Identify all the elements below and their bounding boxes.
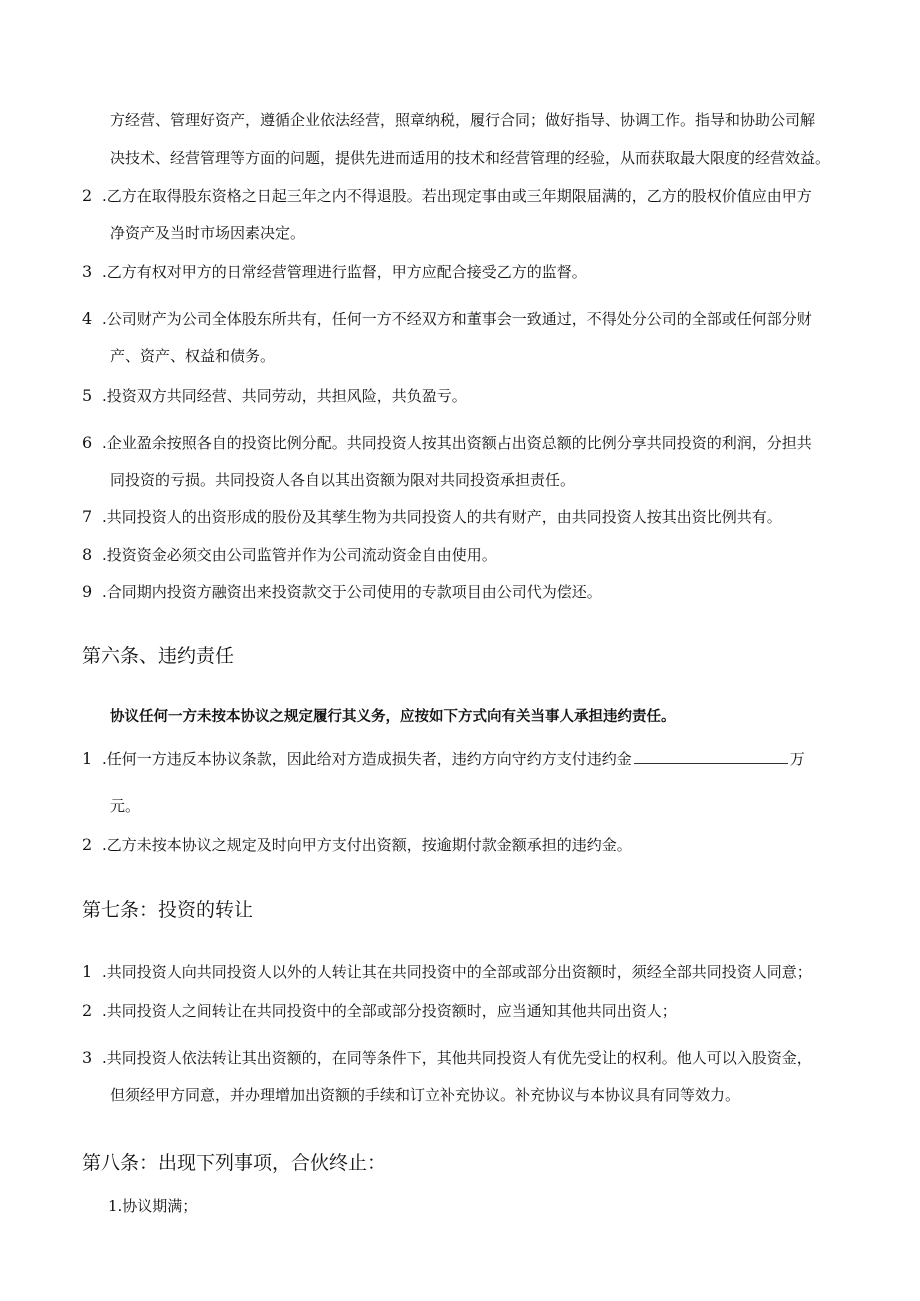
article5-item4-number: 4 xyxy=(82,309,93,328)
article5-item9-line1: .合同期内投资方融资出来投资款交于公司使用的专款项目由公司代为偿还。 xyxy=(102,583,602,601)
article6-item1-unit: 万 xyxy=(789,750,805,768)
article6-item2-line1: .乙方未按本协议之规定及时向甲方支付出资额，按逾期付款金额承担的违约金。 xyxy=(102,836,632,854)
article5-item2-number: 2 xyxy=(82,186,93,205)
article5-item1-cont-line2: 决技术、经营管理等方面的问题，提供先进而适用的技术和经营管理的经验，从而获取最大限度的经营效益。 xyxy=(110,149,831,167)
article5-item7-number: 7 xyxy=(82,507,93,526)
article6-heading: 第六条、违约责任 xyxy=(82,645,235,667)
article8-item1: 1.协议期满； xyxy=(108,1197,198,1215)
article5-item8-number: 8 xyxy=(82,545,93,564)
article5-item4-line2: 产、资产、权益和债务。 xyxy=(110,347,276,365)
article8-heading: 第八条：出现下列事项，合伙终止： xyxy=(82,1152,387,1174)
article5-item6-line2: 同投资的亏损。共同投资人各自以其出资额为限对共同投资承担责任。 xyxy=(110,471,576,489)
article5-item5-line1: .投资双方共同经营、共同劳动，共担风险，共负盈亏。 xyxy=(102,387,467,405)
penalty-amount-blank xyxy=(634,749,788,764)
article6-item1-line2: 元。 xyxy=(110,797,141,815)
article5-item1-cont-line1: 方经营、管理好资产，遵循企业依法经营，照章纳税，履行合同；做好指导、协调工作。指导和协助公司解 xyxy=(110,111,816,129)
article7-item3-line1: .共同投资人依法转让其出资额的，在同等条件下，其他共同投资人有优先受让的权利。他人可以入股资金， xyxy=(102,1049,812,1067)
article5-item7-line1: .共同投资人的出资形成的股份及其孳生物为共同投资人的共有财产，由共同投资人按其出资比例共有。 xyxy=(102,508,782,526)
article5-item2-line2: 净资产及当时市场因素决定。 xyxy=(110,224,306,242)
article5-item2-line1: .乙方在取得股东资格之日起三年之内不得退股。若出现定事由或三年期限届满的，乙方的股权价值应由甲方 xyxy=(102,187,812,205)
article6-item1-number: 1 xyxy=(82,749,93,768)
article6-intro: 协议任何一方未按本协议之规定履行其义务，应按如下方式向有关当事人承担违约责任。 xyxy=(110,708,676,725)
article5-item8-line1: .投资资金必须交由公司监管并作为公司流动资金自由使用。 xyxy=(102,546,497,564)
article7-item3-line2: 但须经甲方同意，并办理增加出资额的手续和订立补充协议。补充协议与本协议具有同等效力。 xyxy=(110,1086,741,1104)
article7-item3-number: 3 xyxy=(82,1048,93,1067)
article7-item1-number: 1 xyxy=(82,962,93,981)
article5-item9-number: 9 xyxy=(82,582,93,601)
article5-item3-line1: .乙方有权对甲方的日常经营管理进行监督，甲方应配合接受乙方的监督。 xyxy=(102,263,587,281)
article7-item2-number: 2 xyxy=(82,1001,93,1020)
article6-item1-text: .任何一方违反本协议条款，因此给对方造成损失者，违约方向守约方支付违约金 xyxy=(102,750,632,768)
article7-item2-line1: .共同投资人之间转让在共同投资中的全部或部分投资额时，应当通知其他共同出资人； xyxy=(102,1002,677,1020)
article5-item3-number: 3 xyxy=(82,262,93,281)
article6-item2-number: 2 xyxy=(82,835,93,854)
article7-heading: 第七条：投资的转让 xyxy=(82,899,254,921)
article7-item1-line1: .共同投资人向共同投资人以外的人转让其在共同投资中的全部或部分出资额时，须经全部共同投资人同意； xyxy=(102,963,812,981)
article5-item6-number: 6 xyxy=(82,433,93,452)
article5-item5-number: 5 xyxy=(82,386,93,405)
article5-item4-line1: .公司财产为公司全体股东所共有，任何一方不经双方和董事会一致通过，不得处分公司的全部或任何部分财 xyxy=(102,310,812,328)
article5-item6-line1: .企业盈余按照各自的投资比例分配。共同投资人按其出资额占出资总额的比例分享共同投资的利润，分担共 xyxy=(102,434,812,452)
article6-item1-line1 xyxy=(102,749,805,769)
